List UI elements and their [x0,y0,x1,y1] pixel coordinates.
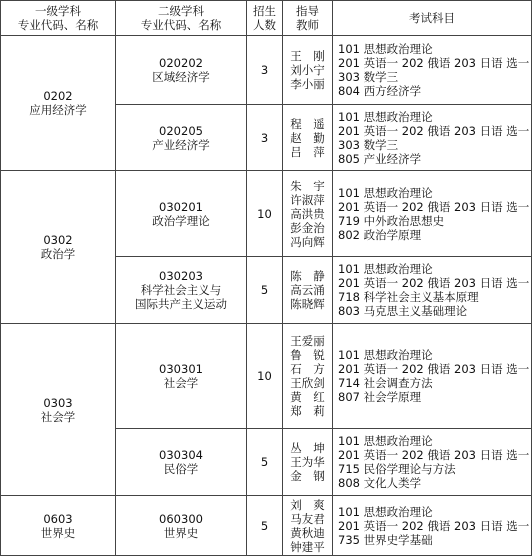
exam-item: 804 西方经济学 [338,84,422,98]
header-level2 [116,1,247,36]
advisor-name: 高云涌 [290,283,325,297]
exam-item: 101 思想政治理论 [338,262,433,276]
advisor-name: 金 钢 [290,469,325,483]
level2-cell [116,105,247,171]
level1-name: 世界史 [40,525,76,540]
header-level2-line2: 专业代码、名称 [140,18,222,32]
level2-code: 060300 [159,511,203,526]
exam-item: 101 思想政治理论 [338,185,433,200]
quota-cell: 5 [247,496,283,556]
advisor-name: 黄 红 [290,390,325,404]
quota-cell: 10 [247,171,283,257]
exam-cell [333,171,532,257]
quota-cell: 5 [247,257,283,324]
level2-cell [116,171,247,257]
exam-item: 303 数学三 [338,70,399,84]
exam-item: 715 民俗学理论与方法 [338,462,456,476]
level2-name: 产业经济学 [152,137,210,152]
advisor-name: 李小丽 [290,77,325,91]
level2-code: 030203 [159,269,203,283]
advisor-name: 丛 坤 [290,441,325,455]
exam-item: 201 英语一 202 俄语 203 日语 选一 [338,199,530,214]
exam-cell [333,496,532,556]
exam-item: 201 英语一 202 俄语 203 日语 选一 [338,123,530,138]
advisor-cell [283,257,333,324]
level1-name: 政治学 [40,247,76,261]
header-advisor [283,1,333,36]
level2-name: 政治学理论 [152,213,210,228]
advisor-name: 陈晓辉 [290,297,325,311]
advisor-name: 刘 爽 [290,497,325,512]
level2-cell [116,324,247,429]
advisor-name: 程 遥 [290,116,325,131]
advisor-name: 马友君 [290,511,325,526]
level2-cell [116,496,247,556]
advisor-cell [283,496,333,556]
table-row [1,496,532,556]
level1-name: 社会学 [40,409,76,424]
header-row [1,1,532,36]
table-row [1,36,532,105]
quota-cell: 10 [247,324,283,429]
header-level2-line1: 二级学科 [158,4,204,18]
advisor-name: 高洪贵 [290,206,325,221]
header-level1 [1,1,116,36]
advisor-name: 王欣剑 [290,376,325,390]
exam-item: 101 思想政治理论 [338,434,433,448]
quota-cell: 3 [247,105,283,171]
header-level1-line2: 专业代码、名称 [17,18,99,32]
level2-cell [116,36,247,105]
advisor-name: 刘小宁 [290,63,325,77]
advisor-name: 王爱丽 [290,334,325,348]
exam-item: 735 世界史学基础 [338,532,433,547]
exam-item: 101 思想政治理论 [338,504,433,519]
exam-item: 101 思想政治理论 [338,348,433,362]
level2-name: 民俗学 [163,462,199,476]
advisor-cell [283,36,333,105]
exam-item: 803 马克思主义基础理论 [338,304,468,318]
exam-item: 201 英语一 202 俄语 203 日语 选一 [338,276,530,290]
advisor-name: 冯向辉 [290,234,325,249]
level1-code: 0303 [43,395,73,410]
level2-name: 国际共产主义运动 [135,297,227,311]
exam-item: 201 英语一 202 俄语 203 日语 选一 [338,56,530,70]
exam-item: 718 科学社会主义基本原理 [338,290,479,304]
exam-item: 714 社会调查方法 [338,376,433,390]
table-row [1,171,532,257]
header-advisor-line1: 指导 [296,4,319,18]
exam-cell [333,36,532,105]
level2-name: 社会学 [163,376,199,390]
advisor-name: 鲁 锐 [290,348,325,362]
advisor-name: 陈 静 [290,269,325,283]
exam-item: 805 产业经济学 [338,151,422,166]
exam-item: 101 思想政治理论 [338,42,433,56]
advisor-cell [283,324,333,429]
header-quota [247,1,283,36]
level1-code: 0302 [43,233,73,247]
header-exam: 考试科目 [333,1,532,36]
header-quota-line1: 招生 [253,4,276,18]
header-advisor-line2: 教师 [296,18,319,32]
exam-cell [333,429,532,496]
advisor-name: 许淑萍 [290,192,325,207]
advisor-cell [283,105,333,171]
exam-item: 101 思想政治理论 [338,109,433,124]
level1-code: 0603 [43,511,73,526]
level2-cell [116,429,247,496]
level2-code: 020205 [159,123,203,138]
exam-item: 808 文化人类学 [338,476,422,490]
exam-cell [333,257,532,324]
header-quota-line2: 人数 [253,18,276,32]
level1-code: 0202 [43,89,73,103]
advisor-cell [283,429,333,496]
exam-item: 201 英语一 202 俄语 203 日语 选一 [338,362,530,376]
advisor-name: 黄秋迪 [290,525,325,540]
exam-cell [333,324,532,429]
advisor-name: 钟建平 [290,539,325,554]
exam-item: 201 英语一 202 俄语 203 日语 选一 [338,518,530,533]
exam-item: 201 英语一 202 俄语 203 日语 选一 [338,448,530,462]
advisor-cell [283,171,333,257]
table-row [1,324,532,429]
advisor-name: 吕 萍 [290,144,325,159]
advisor-name: 王 刚 [290,49,325,63]
exam-item: 807 社会学原理 [338,390,422,404]
level2-code: 030201 [159,199,203,214]
advisor-name: 彭金治 [290,220,325,235]
level2-name: 科学社会主义与 [140,283,222,297]
advisor-name: 王为华 [290,455,325,469]
quota-cell: 5 [247,429,283,496]
level1-cell [1,36,116,171]
level1-cell [1,324,116,496]
advisor-name: 朱 宇 [290,178,325,193]
level1-name: 应用经济学 [29,103,87,117]
level1-cell [1,171,116,324]
advisor-name: 赵 勤 [290,130,325,145]
level2-cell [116,257,247,324]
quota-cell: 3 [247,36,283,105]
level2-code: 030304 [159,448,203,462]
exam-item: 719 中外政治思想史 [338,213,445,228]
level2-name: 世界史 [163,525,199,540]
exam-item: 802 政治学原理 [338,227,422,242]
level1-cell [1,496,116,556]
level2-code: 020202 [159,56,203,70]
advisor-name: 石 方 [290,362,325,376]
advisor-name: 郑 莉 [290,404,325,418]
level2-name: 区域经济学 [152,70,210,84]
exam-item: 303 数学三 [338,137,399,152]
header-level1-line1: 一级学科 [35,4,81,18]
exam-cell [333,105,532,171]
level2-code: 030301 [159,362,203,376]
